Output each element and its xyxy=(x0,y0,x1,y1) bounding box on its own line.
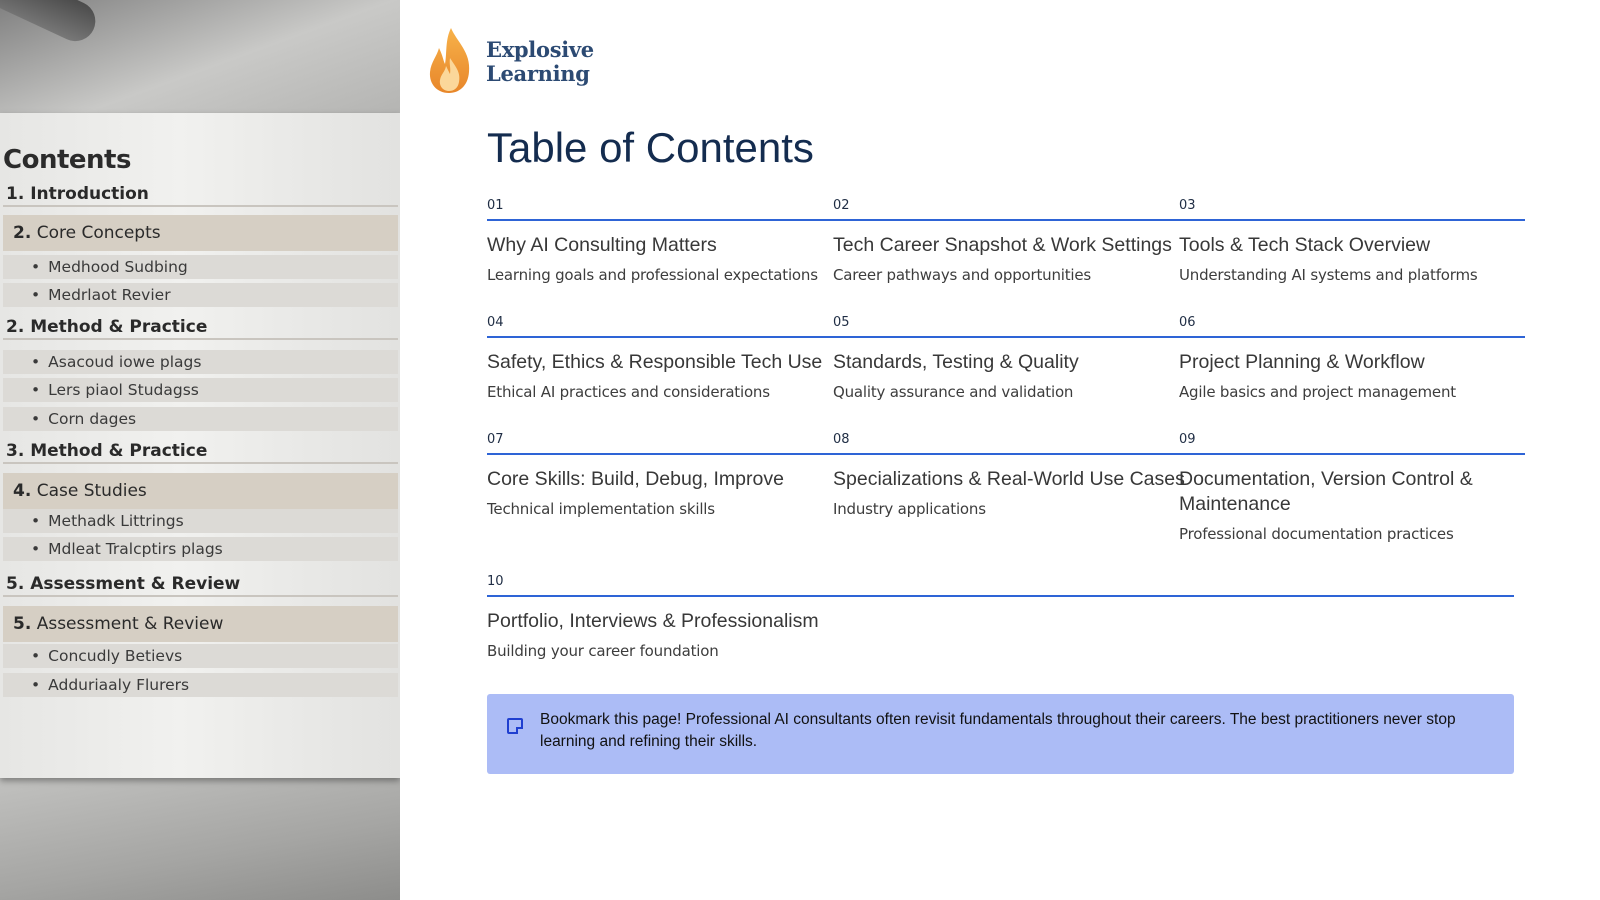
flame-icon xyxy=(427,26,473,94)
photo-toc-band: 2. Core Concepts xyxy=(3,215,398,251)
photo-toc-heading: 1. Introduction xyxy=(3,181,398,207)
section-card[interactable] xyxy=(487,432,833,518)
photo-toc-heading: 2. Method & Practice xyxy=(3,314,398,340)
photo-toc-band: 5. Assessment & Review xyxy=(3,606,398,642)
section-description: Career pathways and opportunities xyxy=(833,266,1092,284)
section-card[interactable] xyxy=(487,574,1514,660)
contents-photo xyxy=(0,0,400,900)
desk-background-bottom xyxy=(0,775,400,900)
section-number: 05 xyxy=(833,315,1179,338)
section-description: Understanding AI systems and platforms xyxy=(1179,266,1478,284)
brand-name: Explosive Learning xyxy=(486,37,594,86)
section-title: Why AI Consulting Matters xyxy=(487,234,717,256)
note-text: Bookmark this page! Professional AI consultants often revisit fundamentals throughout their careers. The best practitioners never stop learning and refining their skills. xyxy=(540,711,1456,750)
section-number: 09 xyxy=(1179,432,1525,455)
section-title: Specializations & Real-World Use Cases xyxy=(833,468,1185,490)
section-number: 08 xyxy=(833,432,1179,455)
photo-toc-subitem: • Concudly Betievs xyxy=(3,644,398,668)
section-title: Portfolio, Interviews & Professionalism xyxy=(487,610,819,632)
section-title: Standards, Testing & Quality xyxy=(833,351,1079,373)
photo-toc-subitem: • Methadk Littrings xyxy=(3,509,398,533)
section-number: 03 xyxy=(1179,198,1525,221)
section-number: 01 xyxy=(487,198,833,221)
section-card[interactable] xyxy=(487,315,833,401)
section-number: 04 xyxy=(487,315,833,338)
note-icon xyxy=(507,718,523,734)
section-title: Documentation, Version Control & Maintenance xyxy=(1179,468,1473,515)
section-description: Professional documentation practices xyxy=(1179,525,1454,543)
photo-toc-subitem: • Adduriaaly Flurers xyxy=(3,673,398,697)
photo-toc-heading: 3. Method & Practice xyxy=(3,438,398,464)
section-title: Project Planning & Workflow xyxy=(1179,351,1425,373)
section-description: Ethical AI practices and considerations xyxy=(487,383,770,401)
section-title: Core Skills: Build, Debug, Improve xyxy=(487,468,784,490)
photo-toc-subitem: • Corn dages xyxy=(3,407,398,431)
section-description: Learning goals and professional expectations xyxy=(487,266,818,284)
section-card[interactable] xyxy=(833,432,1185,518)
photo-toc-subitem: • Mdleat Tralcptirs plags xyxy=(3,537,398,561)
section-title: Tools & Tech Stack Overview xyxy=(1179,234,1431,256)
brand-logo[interactable] xyxy=(427,26,594,94)
photo-toc-subitem: • Lers piaol Studagss xyxy=(3,378,398,402)
photo-toc-heading: 5. Assessment & Review xyxy=(3,571,398,597)
section-title: Tech Career Snapshot & Work Settings xyxy=(833,234,1172,256)
photo-toc-subitem: • Medrlaot Revier xyxy=(3,283,398,307)
section-card[interactable] xyxy=(833,198,1179,284)
section-number: 02 xyxy=(833,198,1179,221)
page-title: Table of Contents xyxy=(487,124,814,171)
section-description: Technical implementation skills xyxy=(487,500,715,518)
section-description: Industry applications xyxy=(833,500,986,518)
photo-toc-band: 4. Case Studies xyxy=(3,473,398,509)
photo-toc-subitem: • Medhood Sudbing xyxy=(3,255,398,279)
section-number: 06 xyxy=(1179,315,1525,338)
section-title: Safety, Ethics & Responsible Tech Use xyxy=(487,351,823,373)
section-description: Quality assurance and validation xyxy=(833,383,1074,401)
section-number: 07 xyxy=(487,432,833,455)
section-number: 10 xyxy=(487,574,1514,597)
section-card[interactable] xyxy=(1179,315,1525,401)
paper-sheet xyxy=(0,113,400,778)
section-card[interactable] xyxy=(487,198,833,284)
section-card[interactable] xyxy=(1179,432,1525,543)
section-description: Agile basics and project management xyxy=(1179,383,1456,401)
section-card[interactable] xyxy=(833,315,1179,401)
photo-toc-subitem: • Asacoud iowe plags xyxy=(3,350,398,374)
section-description: Building your career foundation xyxy=(487,642,719,660)
bookmark-note xyxy=(487,694,1514,774)
section-card[interactable] xyxy=(1179,198,1525,284)
paper-title: Contents xyxy=(3,145,131,175)
